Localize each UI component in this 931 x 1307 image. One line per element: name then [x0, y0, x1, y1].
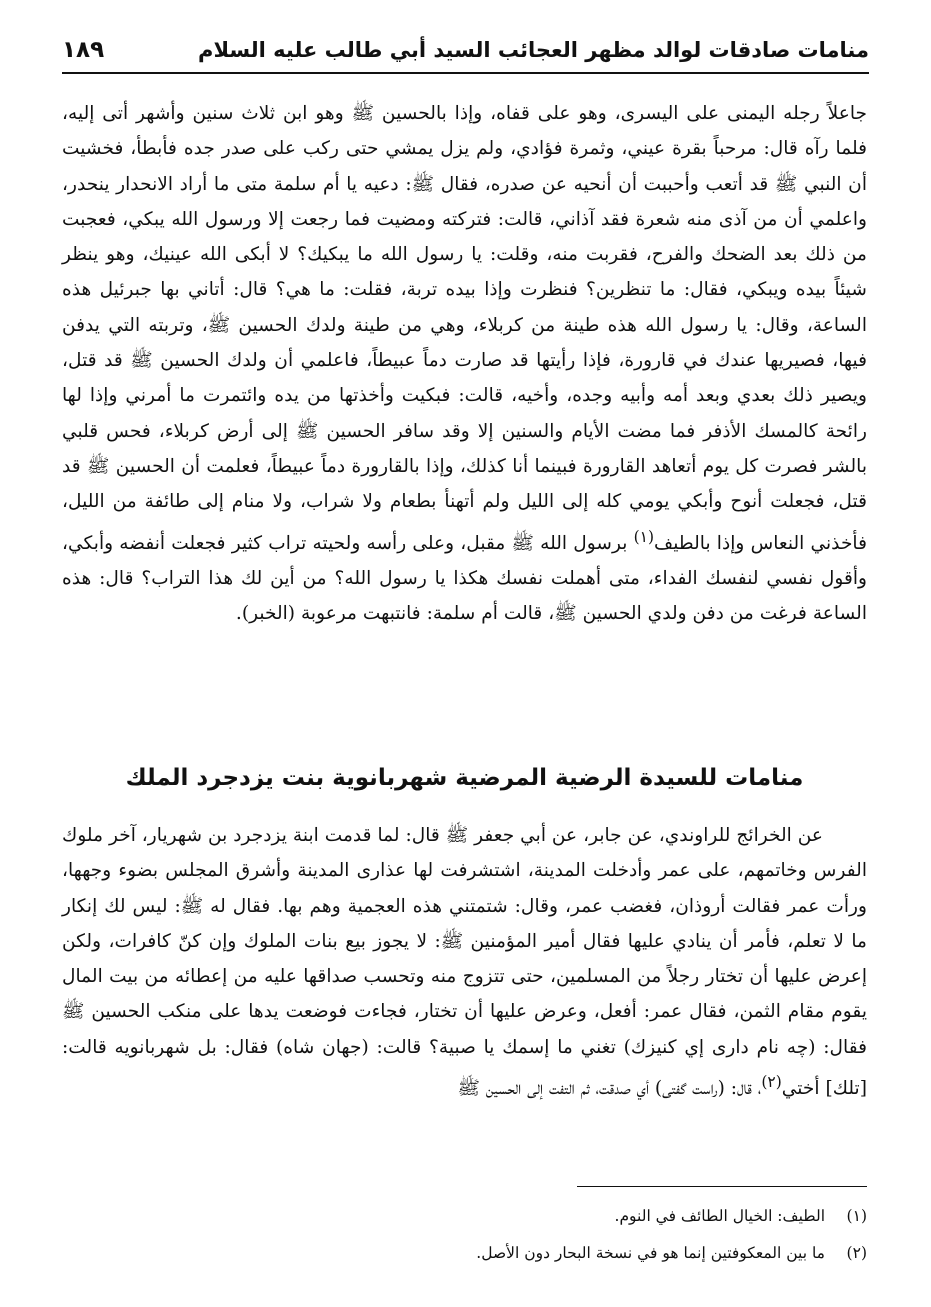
main-text-block [62, 96, 867, 632]
paragraph-text-continued: ، قال: (راست گفتى) أي صدقت، ثم التفت إلى الحسين ﷺ [457, 1078, 762, 1100]
footnote-divider [577, 1186, 867, 1187]
footnote-2 [62, 1235, 867, 1272]
section-text-block [62, 818, 867, 1107]
footnote-reference: (٢) [761, 1073, 782, 1092]
page-number: ١٨٩ [62, 37, 105, 63]
footnote-text: ما بين المعكوفتين إنما هو في نسخة البحار دون الأصل. [476, 1244, 825, 1262]
footnotes [62, 1198, 867, 1272]
paragraph-text: عن الخرائج للراوندي، عن جابر، عن أبي جعفر ﷺ قال: لما قدمت ابنة يزدجرد بن شهريار، آخر ملوك الفرس وخاتمهم، على عمر وأدخلت المدينة، اشتشرفت لها عذارى المدينة وأشرق المجلس بضوء وجهها، ورأت عمر فقالت أروذان، فغضب عمر، وقال: شتمتني هذه العجمية وهم بها. فقال له ﷺ: ليس لك إنكار ما لا تعلم، فأمر أن ينادي عليها فقال أمير المؤمنين ﷺ: لا يجوز بيع بنات الملوك وإن كنّ كافرات، ولكن إعرض عليها أن تختار رجلاً من المسلمين، حتى تتزوج منه وتحسب صداقها عليه من إعطائه من بيت المال يقوم مقام الثمن، فقال عمر: أفعل، وعرض عليها أن تختار، فجاءت فوضعت يدها على منكب الحسين ﷺ فقال: (چه نام داری إي كنيزك) تغني ما إسمك يا صبية؟ قالت: (جهان شاه) فقال: بل شهربانويه قالت: [تلك] أختي [62, 825, 867, 1100]
footnote-text: الطيف: الخيال الطائف في النوم. [614, 1207, 825, 1225]
footnote-marker: (١) [846, 1207, 867, 1225]
running-title: منامات صادقات لوالد مظهر العجائب السيد أبي طالب عليه السلام [198, 38, 869, 62]
footnote-marker: (٢) [846, 1244, 867, 1262]
page-header [62, 28, 869, 74]
paragraph-kharaij-narration [62, 818, 867, 1107]
footnote-1 [62, 1198, 867, 1235]
paragraph-text: جاعلاً رجله اليمنى على اليسرى، وهو على قفاه، وإذا بالحسين ﷺ وهو ابن ثلاث سنين وأشهر أتى إليه، فلما رآه قال: مرحباً بقرة عيني، وثمرة فؤادي، ولم يزل يمشي حتى ركب على صدر جده فأبطأ، فخشيت أن النبي ﷺ قد أتعب وأحببت أن أنحيه عن صدره، فقال ﷺ: دعيه يا أم سلمة متى ما أراد الانحدار ينحدر، واعلمي أن من آذى منه شعرة فقد آذاني، قالت: فتركته ومضيت فما رجعت إلا ورسول الله يبكي، فعجبت من ذلك بعد الضحك والفرح، فقربت منه، وقلت: يا رسول الله ما يبكيك؟ لا أبكى الله عينيك، وهو ينظر شيئاً بيده ويبكي، فقال: ما تنظرين؟ فنظرت وإذا بيده تربة، فقلت: ما هي؟ قال: أتاني بها جبرئيل هذه الساعة، وقال: يا رسول الله هذه طينة من كربلاء، وهي من طينة ولدك الحسين ﷺ، وتربته التي يدفن فيها، فصيريها عندك في قارورة، فإذا رأيتها قد صارت دماً عبيطاً، فاعلمي أن ولدك الحسين ﷺ قد قتل، ويصير ذلك بعدي وبعد أمه وأبيه وجده، وأخيه، قالت: فبكيت وأخذتها من يده وائتمرت ما أمرني وإذا لها رائحة كالمسك الأذفر فما مضت الأيام والسنين إلا وقد سافر الحسين ﷺ إلى أرض كربلاء، فحس قلبي بالشر فصرت كل يوم أتعاهد القارورة فبينما أنا كذلك، وإذا بالقارورة دماً عبيطاً، فعلمت أن الحسين ﷺ قد قتل، فجعلت أنوح وأبكي يومي كله إلى الليل ولم أتهنأ بطعام ولا شراب، ولا منام إلى طائفة من الليل، فأخذني النعاس وإذا بالطيف [62, 103, 867, 554]
paragraph-text-continued: برسول الله ﷺ مقبل، وعلى رأسه ولحيته تراب كثير فجعلت أنفضه وأبكي، وأقول نفسي لنفسك الفداء، متى أهملت نفسك هكذا يا رسول الله؟ من أين لك هذا التراب؟ قال: هذه الساعة فرغت من دفن ولدي الحسين ﷺ، قالت أم سلمة: فانتبهت مرعوبة (الخبر). [62, 532, 867, 625]
footnote-reference: (١) [633, 527, 655, 546]
paragraph-umm-salama-narration [62, 96, 867, 632]
section-heading: منامات للسيدة الرضية المرضية شهربانوية بنت يزدجرد الملك [125, 765, 804, 791]
